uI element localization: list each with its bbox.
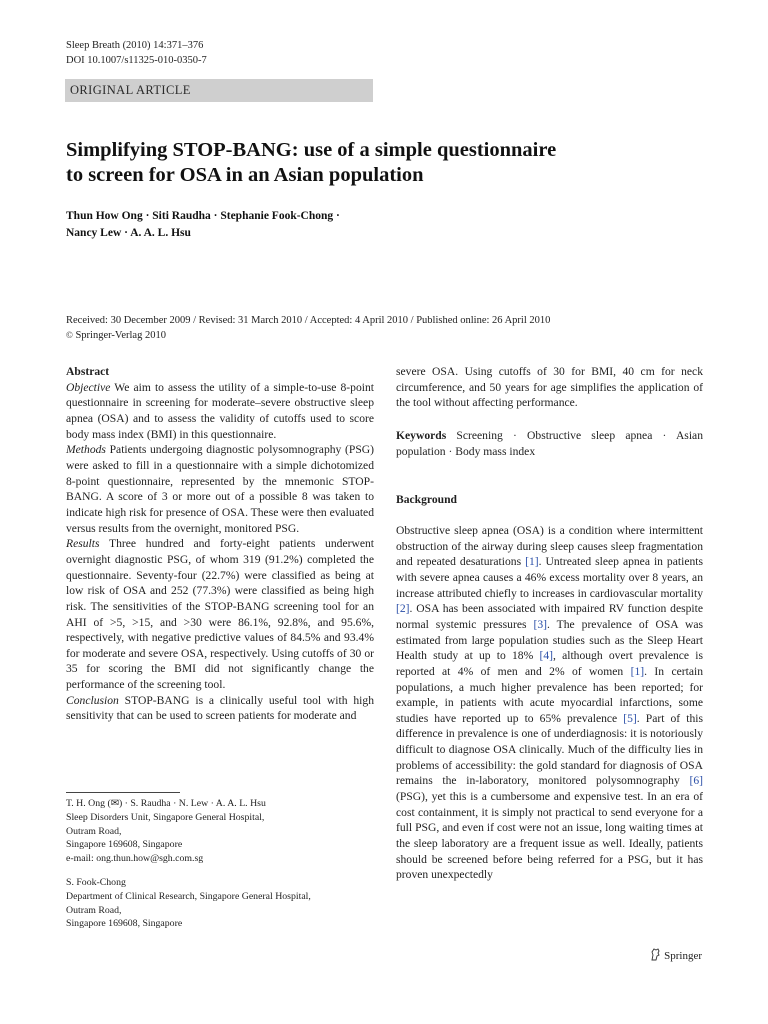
conclusion-label: Conclusion <box>66 693 119 707</box>
background-text: . OSA has been associated with impaired RV function despite normal systemic pressures <box>396 602 703 631</box>
abstract-heading: Abstract <box>66 365 110 378</box>
abstract-methods <box>66 442 374 536</box>
keywords <box>396 428 703 459</box>
authors-line-1: Thun How Ong · Siti Raudha · Stephanie Fook-Chong · <box>66 210 340 222</box>
keywords-label: Keywords <box>396 428 447 442</box>
springer-horse-icon <box>650 948 661 964</box>
abstract-results <box>66 536 374 693</box>
authors-line-2: Nancy Lew · A. A. L. Hsu <box>66 227 191 239</box>
results-text: Three hundred and forty-eight patients underwent overnight diagnostic PSG, of whom 319 (91.2%) completed the questionnaire. Seventy-four (22.7%) were classified as being at low risk of OSA and 252 (77.3%) were classified as being high risk. The sensitivities of the STOP-BANG screening tool for an AHI of >5, >15, and >30 were 86.1%, 92.8%, and 95.6%, respectively, with negative predictive values of 84.5% and 93.4% for moderate and severe OSA, respectively. Using cutoffs of 30 or 35 for scoring the BMI did not significantly change the performance of the screening tool. <box>66 537 374 692</box>
publisher-name: Springer <box>664 950 702 962</box>
abstract-conclusion-continued: severe OSA. Using cutoffs of 30 for BMI, 40 cm for neck circumference, and 50 years for age simplifies the application of the tool without affecting performance. <box>396 365 703 410</box>
methods-label: Methods <box>66 443 106 457</box>
background-heading: Background <box>396 493 457 507</box>
affil-2-street: Outram Road, <box>66 904 122 916</box>
background-text: . Untreated sleep apnea in patients with severe apnea causes a 46% excess mortality over 8 years, an increase attributed chiefly to increases in cardiovascular mortality <box>396 555 703 600</box>
springer-horse-icon-svg <box>650 948 661 961</box>
publication-history <box>66 313 726 343</box>
affil-1-street: Outram Road, <box>66 825 122 837</box>
objective-label: Objective <box>66 380 111 394</box>
affil-2-city: Singapore 169608, Singapore <box>66 918 183 930</box>
doi[interactable]: DOI 10.1007/s11325-010-0350-7 <box>66 55 207 66</box>
affiliation-1 <box>66 797 374 866</box>
abstract-conclusion <box>66 693 374 724</box>
copyright-line <box>66 328 726 343</box>
affil-1-dept: Sleep Disorders Unit, Singapore General Hospital, <box>66 811 265 823</box>
title-line-1: Simplifying STOP-BANG: use of a simple questionnaire <box>66 139 557 161</box>
author-list <box>66 208 706 242</box>
background-text: Obstructive sleep apnea (OSA) is a condition where intermittent obstruction of the airway during sleep causes sleep fragmentation and repeated desaturations <box>396 523 703 569</box>
affil-1-first-author: T. H. Ong ( <box>66 798 111 809</box>
citation-link[interactable]: [3] <box>533 617 547 631</box>
affil-2-name: S. Fook-Chong <box>66 877 126 888</box>
footnote-divider <box>66 792 180 793</box>
history-dates: Received: 30 December 2009 / Revised: 31 March 2010 / Accepted: 4 April 2010 / Published online: 26 April 2010 <box>66 315 551 326</box>
right-column <box>396 364 703 883</box>
abstract-objective <box>66 380 374 443</box>
background-text: . In certain populations, a much higher prevalence has been reported; for example, in patients with acute myocardial infarctions, some studies have reported up to 65% prevalence <box>396 664 704 725</box>
citation-link[interactable]: [5] <box>623 711 637 725</box>
citation-link[interactable]: [6] <box>689 774 703 788</box>
conclusion-text: STOP-BANG is a clinically useful tool with high sensitivity that can be used to screen patients for moderate and <box>66 693 374 723</box>
article-title <box>66 138 706 188</box>
article-type-label: ORIGINAL ARTICLE <box>70 83 191 97</box>
affil-1-city: Singapore 169608, Singapore <box>66 839 183 851</box>
background-text: , although overt prevalence is reported at 4% of men and 2% of women <box>396 649 703 678</box>
objective-text: We aim to assess the utility of a simple-to-use 8-point questionnaire in screening for moderate–severe obstructive sleep apnea (OSA) and to assess the validity of cutoffs used to score body mass index (BMI) in this questionnaire. <box>66 380 374 441</box>
affil-1-names <box>66 797 374 811</box>
copyright-icon: © <box>66 330 73 340</box>
results-label: Results <box>66 537 100 551</box>
background-paragraph <box>396 523 703 883</box>
abstract <box>66 364 374 724</box>
affil-1-email[interactable]: e-mail: ong.thun.how@sgh.com.sg <box>66 853 204 865</box>
copyright-holder: Springer-Verlag 2010 <box>72 330 166 341</box>
citation-link[interactable]: [4] <box>539 649 553 663</box>
methods-text: Patients undergoing diagnostic polysomnography (PSG) were asked to fill in a questionnaire with a simple dichotomized 8-point questionnaire, represented by the mnemonic STOP-BANG. A score of 3 or more out of a possible 8 was taken to indicate high risk for presence of OSA. These were then evaluated versus results from the overnight, monitored PSG. <box>66 443 374 535</box>
keywords-text: Screening · Obstructive sleep apnea · Asian population · Body mass index <box>396 428 703 458</box>
journal-citation: Sleep Breath (2010) 14:371–376 <box>66 40 204 51</box>
title-line-2: to screen for OSA in an Asian population <box>66 164 424 186</box>
article-type-banner <box>65 79 373 102</box>
background-text: . The prevalence of OSA was estimated from large population studies such as the Sleep Heart Health study at up to 18% <box>396 617 704 663</box>
affil-2-dept: Department of Clinical Research, Singapore General Hospital, <box>66 890 311 902</box>
background-text: (PSG), yet this is a cumbersome and expensive test. In an era of cost containment, it is simply not practical to send everyone for a full PSG, and even if cost were not an issue, long waiting times at the sleep laboratory are a frequent issue as well. Ideally, patients should be screened before being referred for a PSG, but it has proven unexpectedly <box>396 790 703 882</box>
citation-link[interactable]: [2] <box>396 602 410 616</box>
affiliation-2 <box>66 876 374 931</box>
citation-link[interactable]: [1] <box>525 555 539 569</box>
envelope-icon[interactable]: ✉ <box>110 798 119 809</box>
background-text: . Part of this difference in prevalence is one of underdiagnosis: it is notoriously difficult to diagnose OSA clinically. Much of the difficulty lies in problems of accessibility: the gold standard for diagnosis of OSA remains the in-laboratory, monitored polysomnography <box>396 711 703 788</box>
publisher-mark <box>650 948 702 964</box>
affil-1-coauthors: ) · S. Raudha · N. Lew · A. A. L. Hsu <box>118 798 266 809</box>
citation-link[interactable]: [1] <box>630 664 645 678</box>
